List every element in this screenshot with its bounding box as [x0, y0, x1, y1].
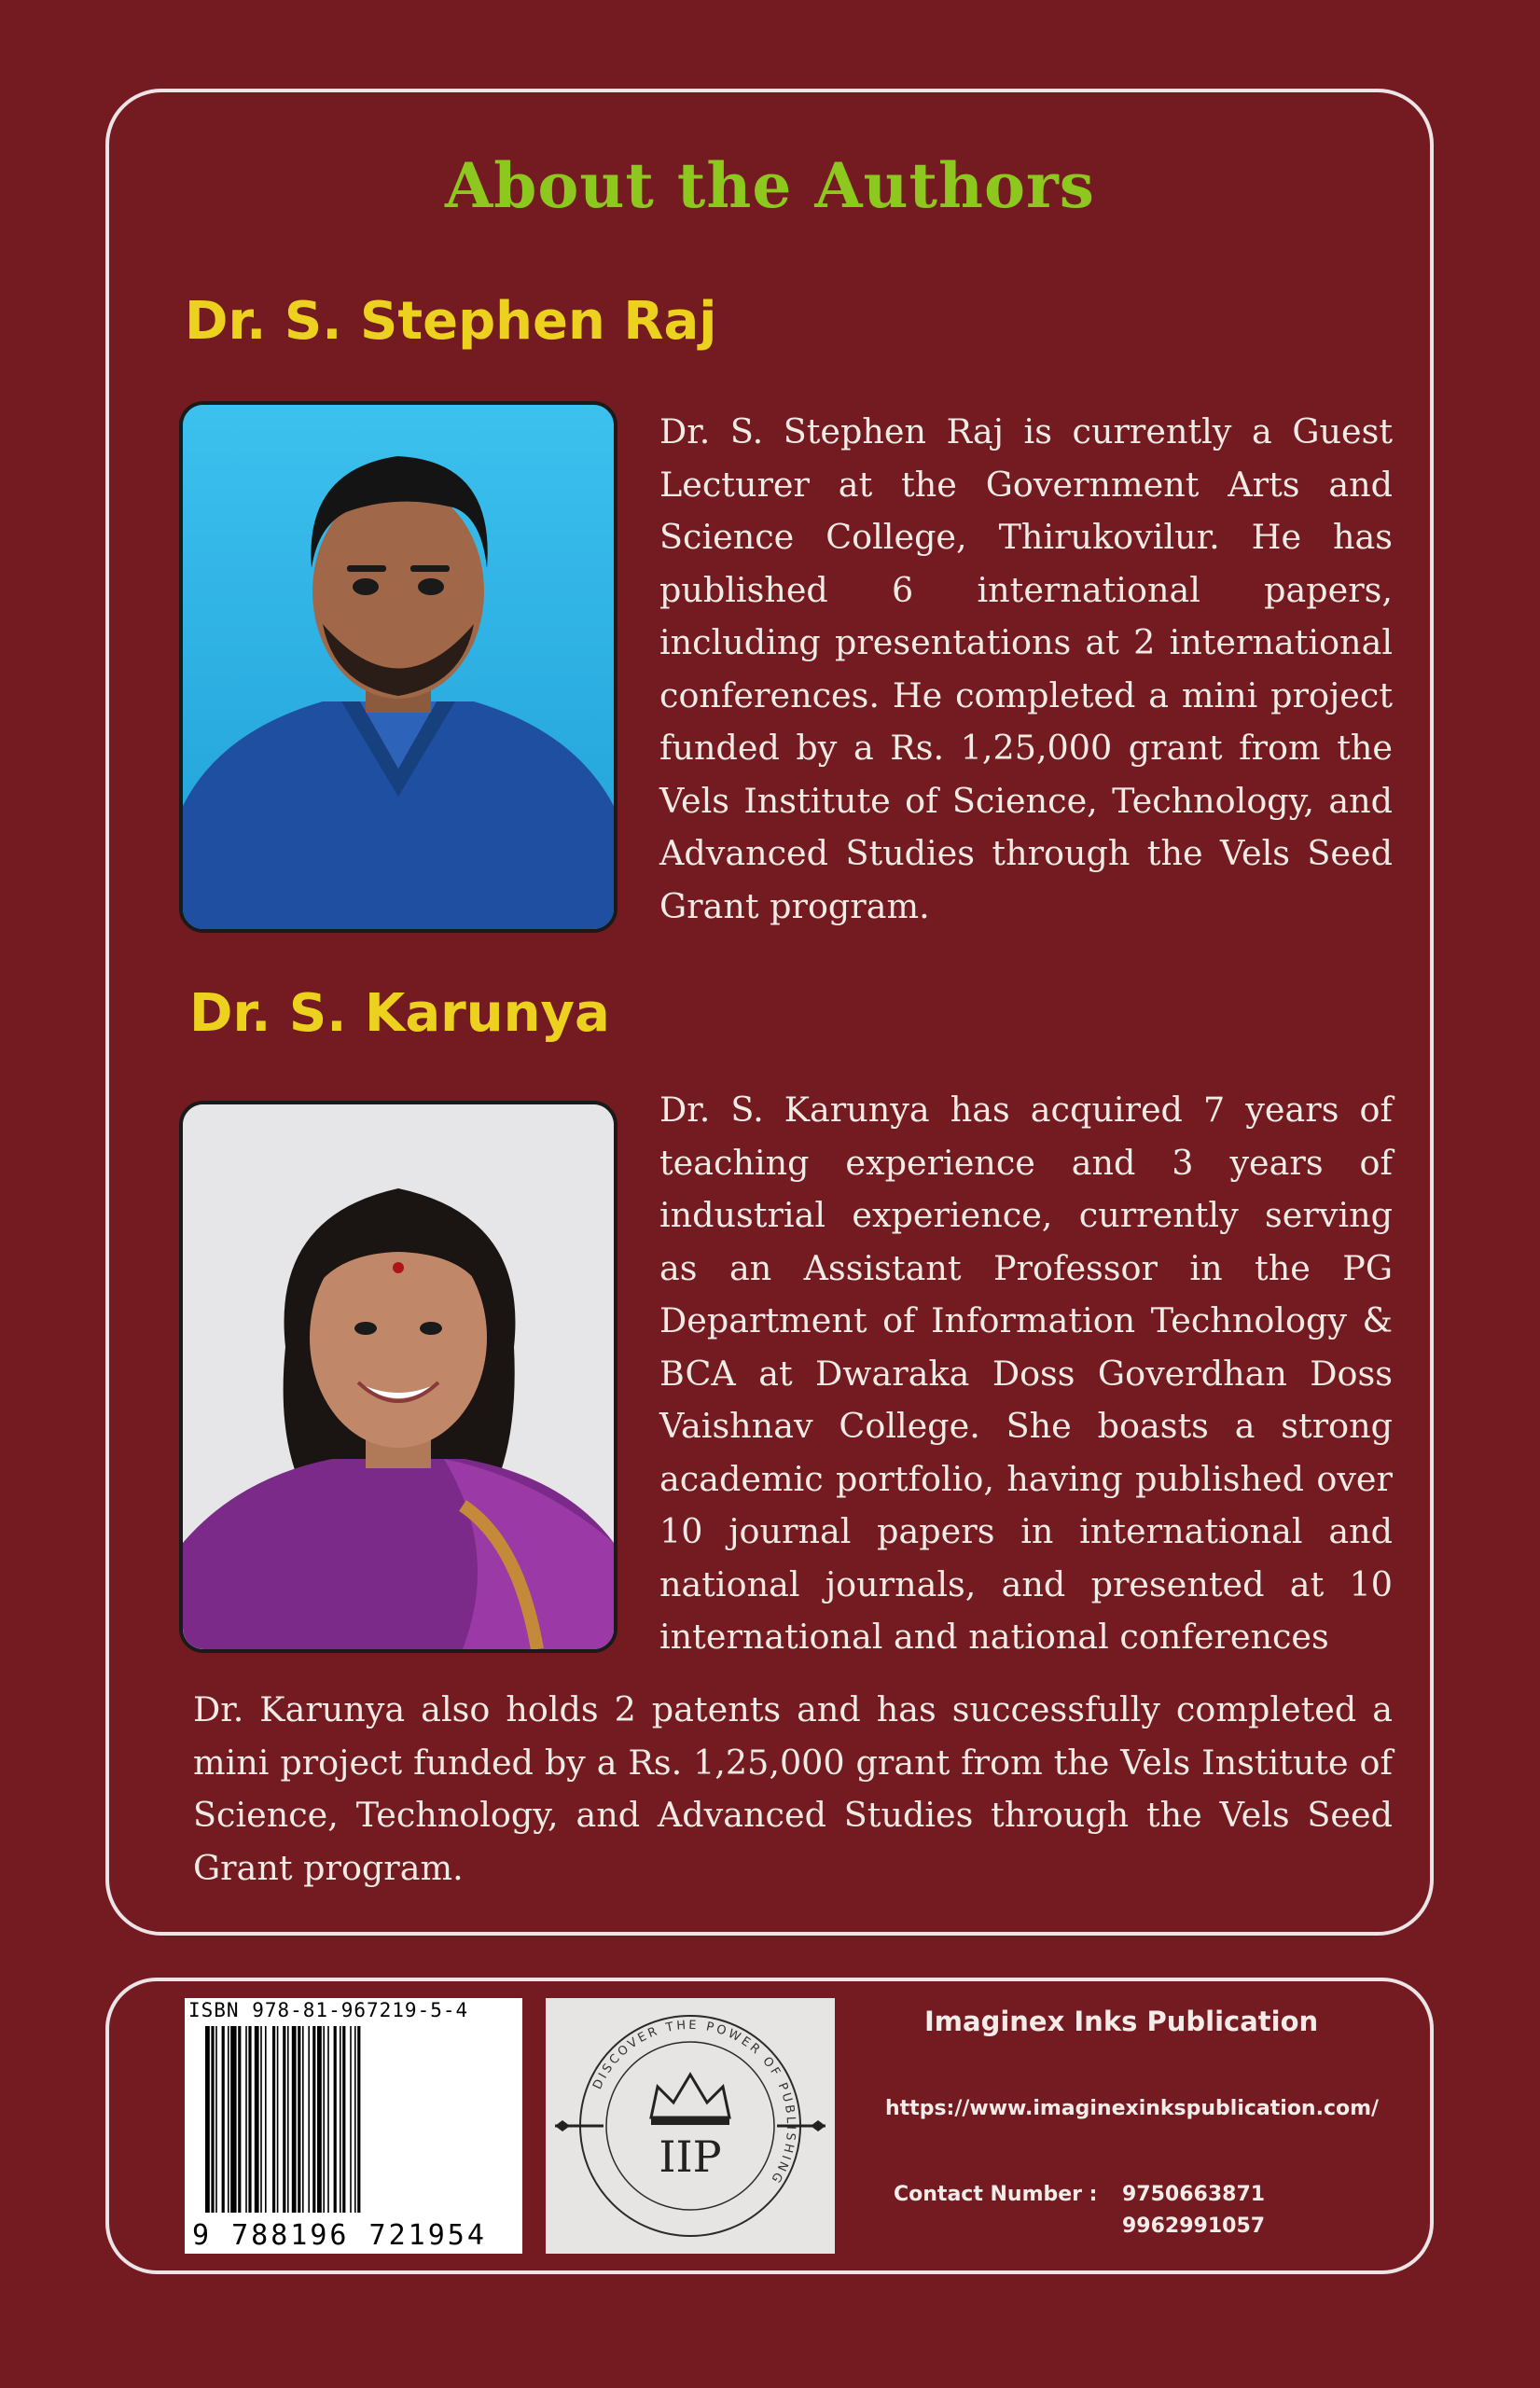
publisher-logo: [546, 1998, 835, 2254]
author-name-karunya: Dr. S. Karunya: [189, 983, 610, 1044]
barcode-bars-icon: [185, 1998, 522, 2254]
author-photo-stephen-raj: [179, 401, 617, 933]
author-bio-karunya: Dr. S. Karunya has acquired 7 years of teaching experience and 3 years of industrial experience, currently serving as an Assistant Professor in the PG Department of Information Technology & BCA at Dwaraka Doss Goverdhan Doss Vaishnav College. She boasts a strong academic portfolio, having published over 10 journal papers in international and national journals, and presented at 10 international and national conferences: [659, 1090, 1393, 1657]
author-bio-stephen-raj: Dr. S. Stephen Raj is currently a Guest Lecturer at the Government Arts and Science College, Thirukovilur. He has published 6 international papers, including presentations at 2 international conferences. He completed a mini project funded by a Rs. 1,25,000 grant from the Vels Institute of Science, Technology, and Advanced Studies through the Vels Seed Grant program.: [659, 411, 1393, 926]
logo-initials: IIP: [659, 2131, 722, 2182]
page-title: About the Authors: [445, 149, 1095, 222]
portrait-man-icon: [183, 405, 614, 929]
publisher-name: Imaginex Inks Publication: [924, 2006, 1319, 2037]
publisher-url[interactable]: https://www.imaginexinkspublication.com/: [885, 2097, 1380, 2120]
isbn-digits: 9 788196 721954: [192, 2219, 487, 2252]
isbn-barcode: [185, 1998, 522, 2254]
isbn-label: ISBN 978-81-967219-5-4: [188, 1999, 469, 2021]
author-bio-karunya-continued: Dr. Karunya also holds 2 patents and has successfully completed a mini project funded by a Rs. 1,25,000 grant from the Vels Institute of Science, Technology, and Advanced Studies through the Vels Seed Grant program.: [193, 1689, 1393, 1888]
author-name-stephen-raj: Dr. S. Stephen Raj: [185, 291, 717, 352]
contact-phone-1: 9750663871: [1122, 2183, 1266, 2206]
contact-phone-2: 9962991057: [1122, 2214, 1266, 2238]
crown-logo-icon: [546, 1998, 835, 2254]
portrait-woman-icon: [183, 1104, 614, 1649]
contact-label: Contact Number :: [894, 2183, 1098, 2206]
author-photo-karunya: [179, 1101, 617, 1653]
logo-ring-text: DISCOVER THE POWER OF PUBLISHING: [590, 2018, 798, 2187]
